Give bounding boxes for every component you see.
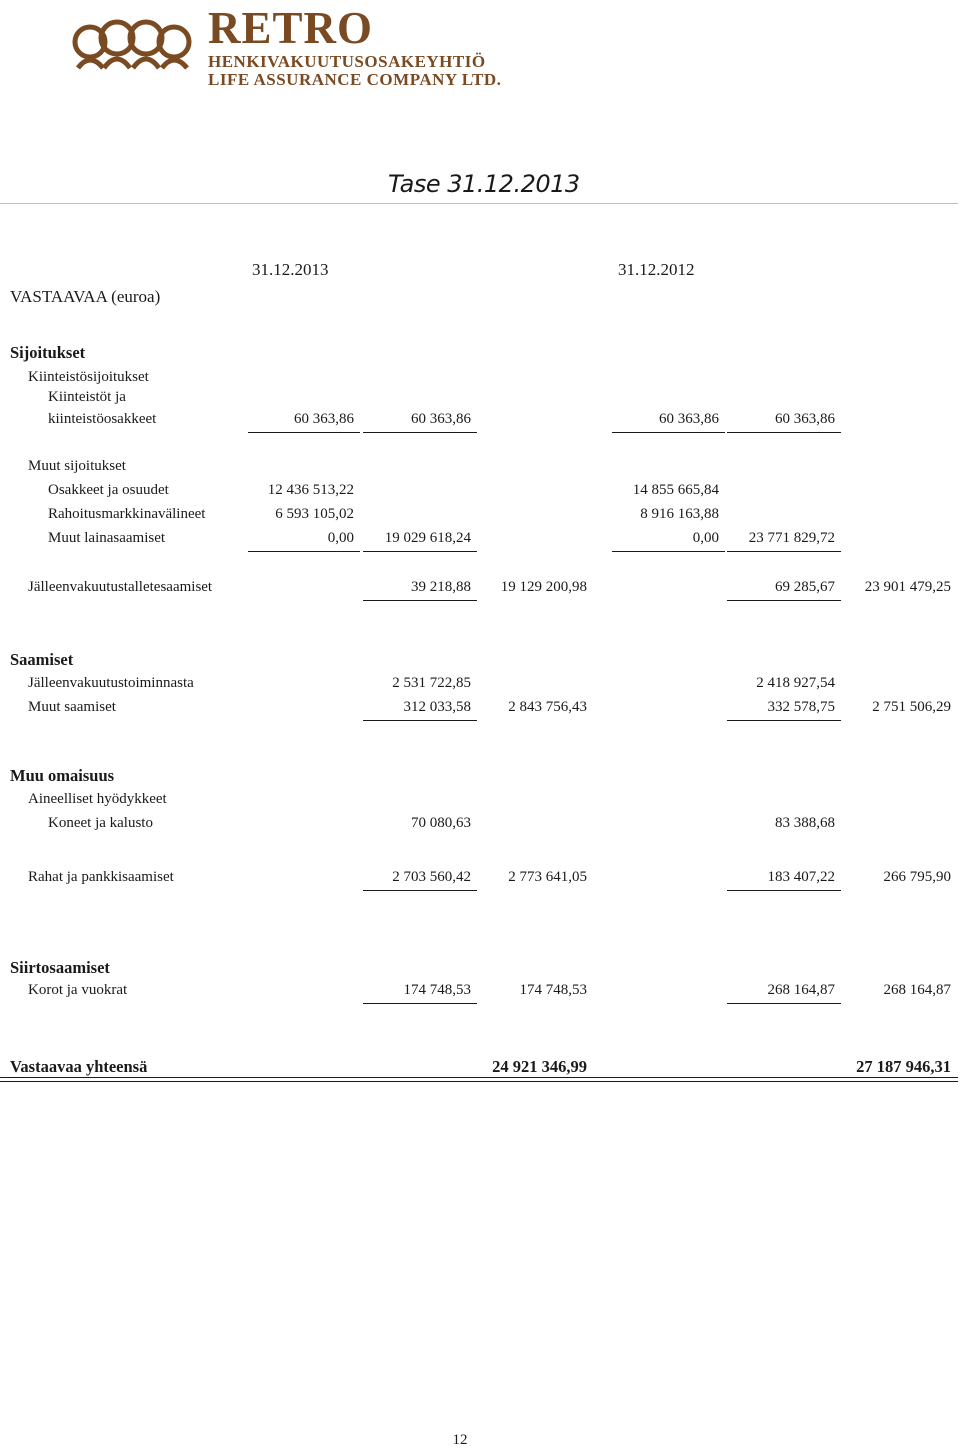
amount-cell: 268 164,87 (767, 982, 835, 998)
row-label: Muut sijoitukset (28, 458, 126, 474)
row-label: Kiinteistöt ja (48, 389, 126, 405)
amount-cell: 266 795,90 (883, 869, 951, 885)
amount-cell: 19 029 618,24 (384, 530, 471, 546)
total-rule-bottom (0, 1081, 958, 1082)
balance-row (0, 343, 960, 365)
amount-cell: 60 363,86 (775, 411, 835, 427)
balance-row (0, 411, 960, 433)
logo-figures-icon (70, 8, 198, 70)
amount-cell: 23 901 479,25 (864, 579, 951, 595)
amount-cell: 2 751 506,29 (872, 699, 951, 715)
amount-cell: 2 531 722,85 (392, 675, 471, 691)
amount-cell: 39 218,88 (411, 579, 471, 595)
row-label: Vastaavaa yhteensä (10, 1057, 148, 1076)
amount-cell: 83 388,68 (775, 815, 835, 831)
amount-cell: 23 771 829,72 (748, 530, 835, 546)
row-label: Muut saamiset (28, 699, 116, 715)
balance-row (0, 982, 960, 1004)
column-header-2013: 31.12.2013 (252, 260, 329, 279)
balance-row (0, 369, 960, 391)
title-divider (0, 203, 958, 204)
amount-cell: 0,00 (692, 530, 719, 546)
amount-cell: 12 436 513,22 (267, 482, 354, 498)
amount-cell: 268 164,87 (883, 982, 951, 998)
row-label: Saamiset (10, 650, 74, 669)
balance-row (0, 389, 960, 411)
page-title: Tase 31.12.2013 (388, 170, 580, 198)
row-label: kiinteistöosakkeet (48, 411, 157, 427)
row-label: Muut lainasaamiset (48, 530, 166, 546)
amount-cell: 60 363,86 (294, 411, 354, 427)
amount-cell: 183 407,22 (767, 869, 835, 885)
balance-row (0, 766, 960, 788)
amount-cell: 69 285,67 (775, 579, 835, 595)
amount-cell: 0,00 (327, 530, 354, 546)
balance-row (0, 699, 960, 721)
amount-cell: 14 855 665,84 (632, 482, 719, 498)
balance-row (0, 482, 960, 504)
row-label: Kiinteistösijoitukset (28, 369, 149, 385)
amount-cell: 2 703 560,42 (392, 869, 471, 885)
row-label: Koneet ja kalusto (48, 815, 153, 831)
amount-cell: 70 080,63 (411, 815, 471, 831)
balance-row (0, 675, 960, 697)
amount-cell: 24 921 346,99 (492, 1057, 587, 1076)
balance-row (0, 506, 960, 528)
amount-cell: 174 748,53 (403, 982, 471, 998)
amount-cell: 2 843 756,43 (508, 699, 587, 715)
amount-cell: 60 363,86 (411, 411, 471, 427)
row-label: Siirtosaamiset (10, 958, 110, 977)
balance-row (0, 958, 960, 980)
row-label: Jälleenvakuutustoiminnasta (28, 675, 194, 691)
balance-row (0, 1057, 960, 1079)
balance-row (0, 458, 960, 480)
amount-cell: 332 578,75 (767, 699, 835, 715)
amount-cell: 2 773 641,05 (508, 869, 587, 885)
balance-row (0, 650, 960, 672)
row-label: Sijoitukset (10, 343, 86, 362)
brand-name: RETRO (208, 3, 374, 53)
column-header-2012: 31.12.2012 (618, 260, 695, 279)
row-label: Osakkeet ja osuudet (48, 482, 169, 498)
amount-cell: 312 033,58 (403, 699, 471, 715)
balance-row (0, 869, 960, 891)
brand-line-fi: HENKIVAKUUTUSOSAKEYHTIÖ (208, 52, 486, 71)
brand-line-en: LIFE ASSURANCE COMPANY LTD. (208, 70, 502, 89)
amount-cell: 2 418 927,54 (756, 675, 835, 691)
amount-cell: 174 748,53 (519, 982, 587, 998)
balance-row (0, 815, 960, 837)
row-label: Muu omaisuus (10, 766, 115, 785)
amount-cell: 6 593 105,02 (275, 506, 354, 522)
balance-row (0, 791, 960, 813)
row-label: Korot ja vuokrat (28, 982, 128, 998)
section-label: VASTAAVAA (euroa) (10, 287, 161, 306)
amount-cell: 8 916 163,88 (640, 506, 719, 522)
amount-cell: 27 187 946,31 (856, 1057, 951, 1076)
amount-cell: 19 129 200,98 (500, 579, 587, 595)
amount-cell: 60 363,86 (659, 411, 719, 427)
balance-row (0, 530, 960, 552)
row-label: Rahoitusmarkkinavälineet (48, 506, 206, 522)
row-label: Aineelliset hyödykkeet (28, 791, 167, 807)
total-rule-top (0, 1077, 958, 1078)
company-logo (70, 8, 198, 75)
row-label: Jälleenvakuutustalletesaamiset (28, 579, 213, 595)
row-label: Rahat ja pankkisaamiset (28, 869, 174, 885)
page-number: 12 (452, 1432, 468, 1448)
balance-row (0, 579, 960, 601)
